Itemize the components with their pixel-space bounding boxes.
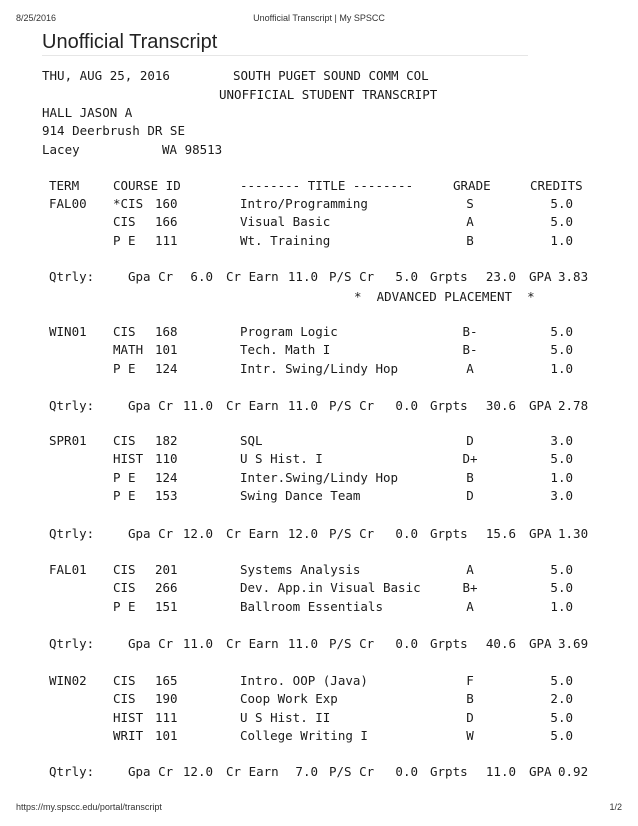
term-code: WIN02 (49, 673, 87, 688)
course-title: Intr. Swing/Lindy Hop (240, 360, 399, 376)
summary-ps-cr: 5.0 (395, 269, 418, 284)
course-dept: *CIS (113, 196, 144, 211)
summary-cr-earn: 7.0 (295, 764, 318, 779)
course-grade: B (466, 469, 474, 485)
course-credits: 5.0 (550, 196, 573, 211)
course-dept: CIS (113, 562, 136, 577)
course-number: 153 (155, 487, 178, 503)
course-grade: D (466, 433, 474, 448)
summary-gpa: 3.69 (558, 636, 589, 651)
course-grade: F (466, 673, 474, 688)
course-title: Program Logic (240, 324, 338, 339)
summary-gpa-cr: 12.0 (182, 764, 213, 779)
course-number: 101 (155, 342, 178, 358)
print-date: 8/25/2016 (16, 13, 57, 23)
course-dept: P E (113, 598, 136, 614)
term-code: FAL01 (49, 562, 87, 577)
summary-grpts-label: Grpts (430, 636, 468, 651)
course-credits: 5.0 (550, 342, 573, 358)
college-name: SOUTH PUGET SOUND COMM COL (233, 68, 429, 83)
summary-ps-cr-label: P/S Cr (329, 636, 375, 651)
course-number: 166 (155, 214, 178, 230)
summary-qtrly-label: Qtrly: (49, 398, 95, 413)
summary-gpa-cr-label: Gpa Cr (128, 636, 174, 651)
summary-gpa-cr: 11.0 (182, 398, 213, 413)
course-number: 182 (155, 433, 178, 448)
course-number: 151 (155, 598, 178, 614)
summary-gpa: 1.30 (558, 526, 589, 541)
column-header-title: -------- TITLE -------- (240, 178, 414, 193)
column-header-grade: GRADE (453, 178, 491, 193)
course-grade: D+ (462, 451, 478, 467)
term-code: SPR01 (49, 433, 87, 448)
course-number: 111 (155, 709, 178, 725)
course-credits: 5.0 (550, 324, 573, 339)
course-grade: D (466, 487, 474, 503)
summary-grpts-label: Grpts (430, 764, 468, 779)
print-url: https://my.spscc.edu/portal/transcript (16, 802, 162, 812)
summary-cr-earn: 11.0 (287, 636, 318, 651)
summary-gpa-cr-label: Gpa Cr (128, 269, 174, 284)
summary-grpts: 15.6 (485, 526, 516, 541)
course-credits: 1.0 (550, 232, 573, 248)
advanced-placement-note: * ADVANCED PLACEMENT * (354, 289, 535, 304)
course-dept: CIS (113, 324, 136, 339)
summary-ps-cr-label: P/S Cr (329, 764, 375, 779)
summary-ps-cr: 0.0 (395, 636, 418, 651)
course-grade: A (466, 598, 474, 614)
course-credits: 5.0 (550, 214, 573, 230)
course-number: 266 (155, 580, 178, 596)
course-credits: 1.0 (550, 360, 573, 376)
course-grade: B (466, 232, 474, 248)
course-grade: W (466, 727, 474, 743)
course-dept: CIS (113, 433, 136, 448)
course-number: 124 (155, 360, 178, 376)
course-credits: 5.0 (550, 727, 573, 743)
course-dept: CIS (113, 580, 136, 596)
summary-grpts: 23.0 (485, 269, 516, 284)
course-title: College Writing I (240, 727, 368, 743)
course-title: U S Hist. I (240, 451, 323, 467)
column-header-course-id: COURSE ID (113, 178, 181, 193)
summary-grpts: 30.6 (485, 398, 516, 413)
print-page-number: 1/2 (609, 802, 622, 812)
course-dept: P E (113, 487, 136, 503)
term-code: WIN01 (49, 324, 87, 339)
course-dept: WRIT (113, 727, 144, 743)
summary-grpts-label: Grpts (430, 398, 468, 413)
course-dept: CIS (113, 691, 136, 707)
student-city: Lacey (42, 142, 80, 157)
student-state-zip: WA 98513 (162, 142, 223, 157)
course-number: 160 (155, 196, 178, 211)
summary-ps-cr: 0.0 (395, 764, 418, 779)
course-grade: A (466, 214, 474, 230)
summary-gpa: 0.92 (558, 764, 589, 779)
course-title: Intro/Programming (240, 196, 368, 211)
course-credits: 5.0 (550, 673, 573, 688)
summary-ps-cr-label: P/S Cr (329, 269, 375, 284)
course-title: Tech. Math I (240, 342, 331, 358)
summary-gpa-cr-label: Gpa Cr (128, 398, 174, 413)
course-title: Wt. Training (240, 232, 331, 248)
course-title: Ballroom Essentials (240, 598, 383, 614)
course-credits: 5.0 (550, 709, 573, 725)
term-code: FAL00 (49, 196, 87, 211)
course-credits: 5.0 (550, 562, 573, 577)
course-number: 165 (155, 673, 178, 688)
course-dept: P E (113, 469, 136, 485)
print-page-title: Unofficial Transcript | My SPSCC (253, 13, 385, 23)
course-title: Coop Work Exp (240, 691, 338, 707)
summary-qtrly-label: Qtrly: (49, 526, 95, 541)
course-title: Intro. OOP (Java) (240, 673, 368, 688)
transcript-date: THU, AUG 25, 2016 (42, 68, 170, 83)
summary-gpa-cr: 6.0 (190, 269, 213, 284)
summary-gpa-cr: 11.0 (182, 636, 213, 651)
summary-cr-earn-label: Cr Earn (226, 269, 279, 284)
course-dept: HIST (113, 451, 144, 467)
course-credits: 1.0 (550, 469, 573, 485)
course-dept: CIS (113, 214, 136, 230)
summary-cr-earn: 11.0 (287, 269, 318, 284)
summary-gpa-label: GPA (529, 764, 552, 779)
course-number: 168 (155, 324, 178, 339)
course-grade: A (466, 562, 474, 577)
summary-cr-earn: 11.0 (287, 398, 318, 413)
course-dept: P E (113, 360, 136, 376)
summary-cr-earn: 12.0 (287, 526, 318, 541)
summary-cr-earn-label: Cr Earn (226, 526, 279, 541)
summary-grpts: 40.6 (485, 636, 516, 651)
course-credits: 5.0 (550, 580, 573, 596)
browser-print-footer (16, 802, 622, 814)
summary-ps-cr: 0.0 (395, 526, 418, 541)
course-grade: B- (462, 324, 478, 339)
column-header-term: TERM (49, 178, 80, 193)
summary-cr-earn-label: Cr Earn (226, 636, 279, 651)
summary-qtrly-label: Qtrly: (49, 636, 95, 651)
summary-qtrly-label: Qtrly: (49, 764, 95, 779)
course-grade: A (466, 360, 474, 376)
summary-grpts-label: Grpts (430, 269, 468, 284)
course-dept: P E (113, 232, 136, 248)
summary-cr-earn-label: Cr Earn (226, 764, 279, 779)
course-number: 124 (155, 469, 178, 485)
course-title: SQL (240, 433, 263, 448)
course-number: 201 (155, 562, 178, 577)
course-title: Swing Dance Team (240, 487, 361, 503)
course-credits: 3.0 (550, 433, 573, 448)
summary-gpa-label: GPA (529, 269, 552, 284)
course-credits: 5.0 (550, 451, 573, 467)
course-title: Dev. App.in Visual Basic (240, 580, 421, 596)
summary-qtrly-label: Qtrly: (49, 269, 95, 284)
course-number: 101 (155, 727, 178, 743)
course-title: Inter.Swing/Lindy Hop (240, 469, 399, 485)
summary-ps-cr: 0.0 (395, 398, 418, 413)
course-grade: S (466, 196, 474, 211)
summary-gpa: 3.83 (558, 269, 589, 284)
column-header-credits: CREDITS (530, 178, 583, 193)
course-dept: CIS (113, 673, 136, 688)
summary-grpts-label: Grpts (430, 526, 468, 541)
course-number: 110 (155, 451, 178, 467)
summary-gpa-cr: 12.0 (182, 526, 213, 541)
summary-gpa: 2.78 (558, 398, 589, 413)
summary-ps-cr-label: P/S Cr (329, 526, 375, 541)
course-credits: 3.0 (550, 487, 573, 503)
course-credits: 2.0 (550, 691, 573, 707)
course-dept: MATH (113, 342, 144, 358)
student-name: HALL JASON A (42, 105, 133, 120)
summary-gpa-label: GPA (529, 398, 552, 413)
summary-ps-cr-label: P/S Cr (329, 398, 375, 413)
course-grade: B+ (462, 580, 478, 596)
summary-grpts: 11.0 (485, 764, 516, 779)
summary-gpa-label: GPA (529, 636, 552, 651)
course-title: Systems Analysis (240, 562, 361, 577)
course-grade: B (466, 691, 474, 707)
student-street: 914 Deerbrush DR SE (42, 123, 185, 138)
page-title: Unofficial Transcript (42, 30, 528, 56)
summary-gpa-cr-label: Gpa Cr (128, 764, 174, 779)
summary-gpa-cr-label: Gpa Cr (128, 526, 174, 541)
course-credits: 1.0 (550, 598, 573, 614)
course-grade: D (466, 709, 474, 725)
course-dept: HIST (113, 709, 144, 725)
course-number: 111 (155, 232, 178, 248)
course-number: 190 (155, 691, 178, 707)
course-grade: B- (462, 342, 478, 358)
course-title: U S Hist. II (240, 709, 331, 725)
summary-cr-earn-label: Cr Earn (226, 398, 279, 413)
summary-gpa-label: GPA (529, 526, 552, 541)
transcript-doc-title: UNOFFICIAL STUDENT TRANSCRIPT (219, 87, 438, 102)
course-title: Visual Basic (240, 214, 331, 230)
